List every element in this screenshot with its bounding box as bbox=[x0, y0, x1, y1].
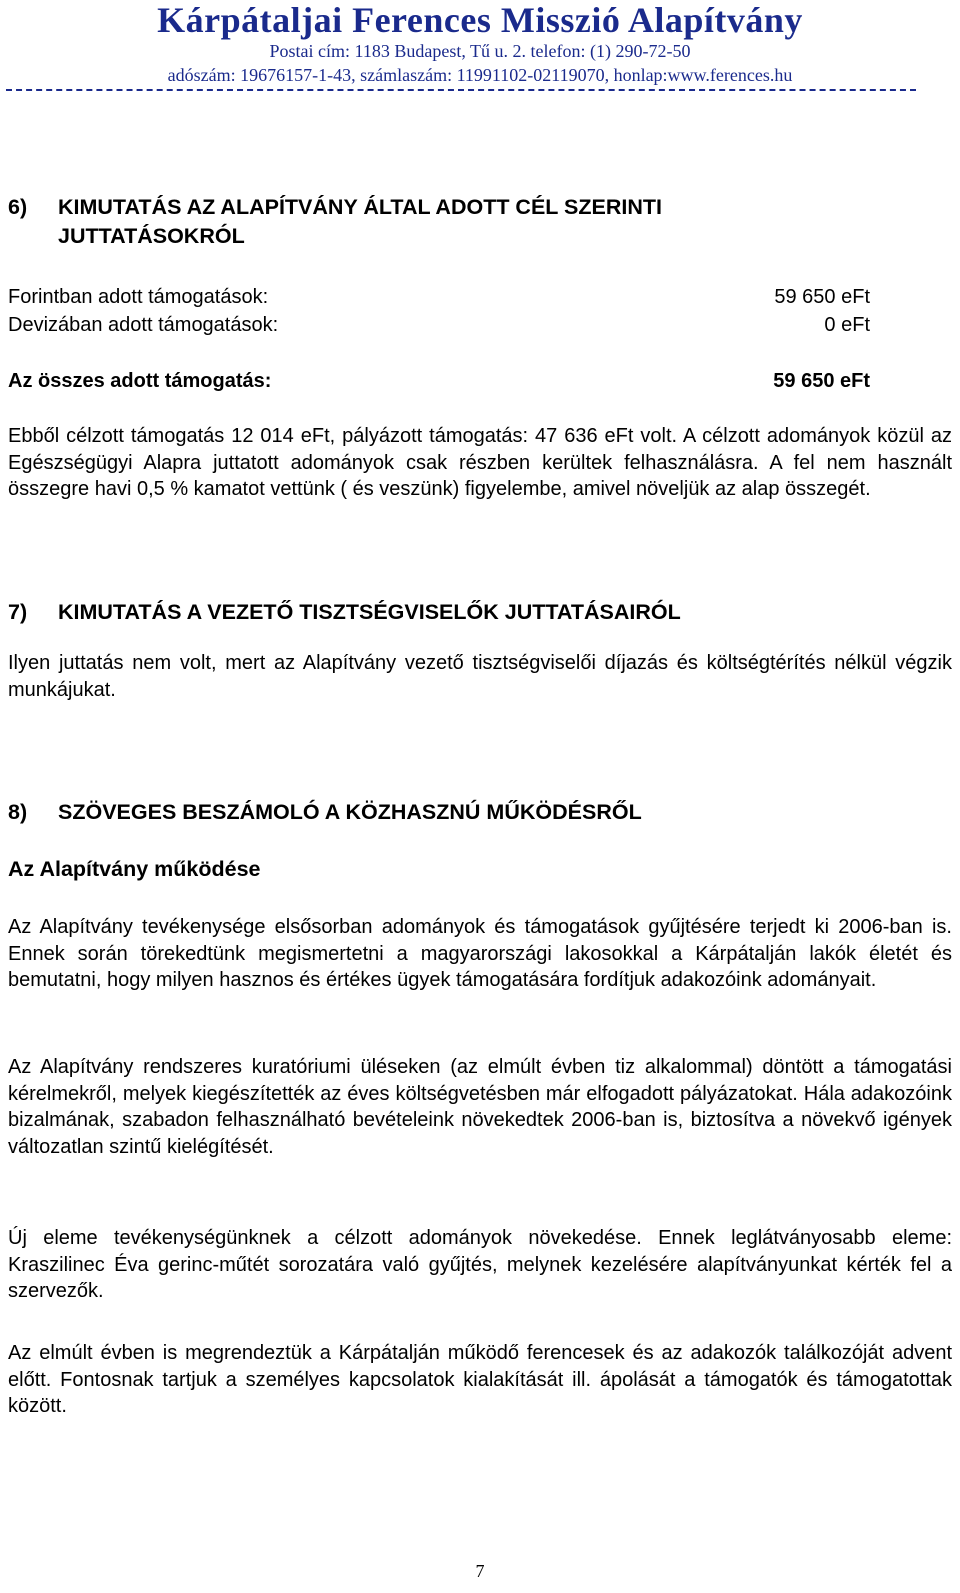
support-row-value: 0 eFt bbox=[824, 314, 870, 336]
support-row-label: Az összes adott támogatás: bbox=[8, 370, 272, 392]
section-7-paragraph: Ilyen juttatás nem volt, mert az Alapítvány vezető tisztségviselői díjazás és költségtérítés nélkül végzik munkájukat. bbox=[8, 652, 952, 701]
letterhead-org-name: Kárpátaljai Ferences Misszió Alapítvány bbox=[157, 0, 803, 40]
letterhead-divider bbox=[6, 89, 916, 91]
page-number: 7 bbox=[475, 1561, 485, 1581]
section-8-paragraph-1: Az Alapítvány tevékenysége elsősorban adományok és támogatások gyűjtésére terjedt ki 2006-ban is. Ennek során törekedtünk megismertetni a magyarországi lakosokkal a Kárpátalján lakók életét és bemutatni, hogy milyen hasznos és értékes ügyek támogatására fordítjuk adakozóink adományait. bbox=[8, 916, 952, 991]
section-6-heading bbox=[8, 193, 952, 251]
section-8-subtitle: Az Alapítvány működése bbox=[8, 857, 261, 881]
section-8-paragraph-3: Új eleme tevékenységünknek a célzott adományok növekedése. Ennek leglátványosabb eleme: Kraszilinec Éva gerinc-műtét sorozatára való gyűjtés, melynek kezelésére alapítványunkat kérték fel a szervezők. bbox=[8, 1227, 952, 1302]
section-6-paragraph: Ebből célzott támogatás 12 014 eFt, pályázott támogatás: 47 636 eFt volt. A célzott adományok közül az Egészségügyi Alapra juttatott adományok csak részben kerültek felhasználásra. A fel nem használt összegre havi 0,5 % kamatot vettünk ( és veszünk) figyelembe, amivel növeljük az alap összegét. bbox=[8, 425, 952, 500]
letterhead-address: Postai cím: 1183 Budapest, Tű u. 2. telefon: (1) 290-72-50 bbox=[269, 41, 691, 61]
section-8-heading bbox=[8, 798, 952, 827]
support-row-label: Forintban adott támogatások: bbox=[8, 286, 269, 308]
support-row-value: 59 650 eFt bbox=[773, 370, 870, 392]
section-8-paragraph-2: Az Alapítvány rendszeres kuratóriumi üléseken (az elmúlt évben tiz alkalommal) döntött a támogatási kérelmekről, melyek kiegészítették az éves költségvetésben már elfogadott pályázatokat. Hála adakozóink bizalmának, szabadon felhasználható bevételeink növekedtek 2006-ban is, biztosítva a növekvő igények változatlan szintű kielégítését. bbox=[8, 1056, 952, 1158]
support-row-forint bbox=[8, 283, 870, 311]
section-8-title: SZÖVEGES BESZÁMOLÓ A KÖZHASZNÚ MŰKÖDÉSRŐL bbox=[58, 800, 642, 824]
section-6-number: 6) bbox=[8, 195, 28, 219]
section-6-title-line2: JUTTATÁSOKRÓL bbox=[58, 224, 245, 248]
support-row-total bbox=[8, 367, 870, 395]
section-6-title-line1: KIMUTATÁS AZ ALAPÍTVÁNY ÁLTAL ADOTT CÉL SZERINTI bbox=[58, 195, 662, 219]
section-8-paragraph-4: Az elmúlt évben is megrendeztük a Kárpátalján működő ferencesek és az adakozók találkozóját advent előtt. Fontosnak tartjuk a személyes kapcsolatok kialakítását ill. ápolását a támogatók és támogatottak között. bbox=[8, 1342, 952, 1417]
section-7-title: KIMUTATÁS A VEZETŐ TISZTSÉGVISELŐK JUTTATÁSAIRÓL bbox=[58, 600, 681, 624]
section-7-heading bbox=[8, 598, 952, 627]
support-row-value: 59 650 eFt bbox=[774, 286, 870, 308]
support-row-label: Devizában adott támogatások: bbox=[8, 314, 279, 336]
support-row-foreign bbox=[8, 311, 870, 339]
section-7-number: 7) bbox=[8, 600, 28, 624]
section-8-number: 8) bbox=[8, 800, 28, 824]
letterhead-ids: adószám: 19676157-1-43, számlaszám: 11991102-02119070, honlap:www.ferences.hu bbox=[167, 65, 793, 85]
